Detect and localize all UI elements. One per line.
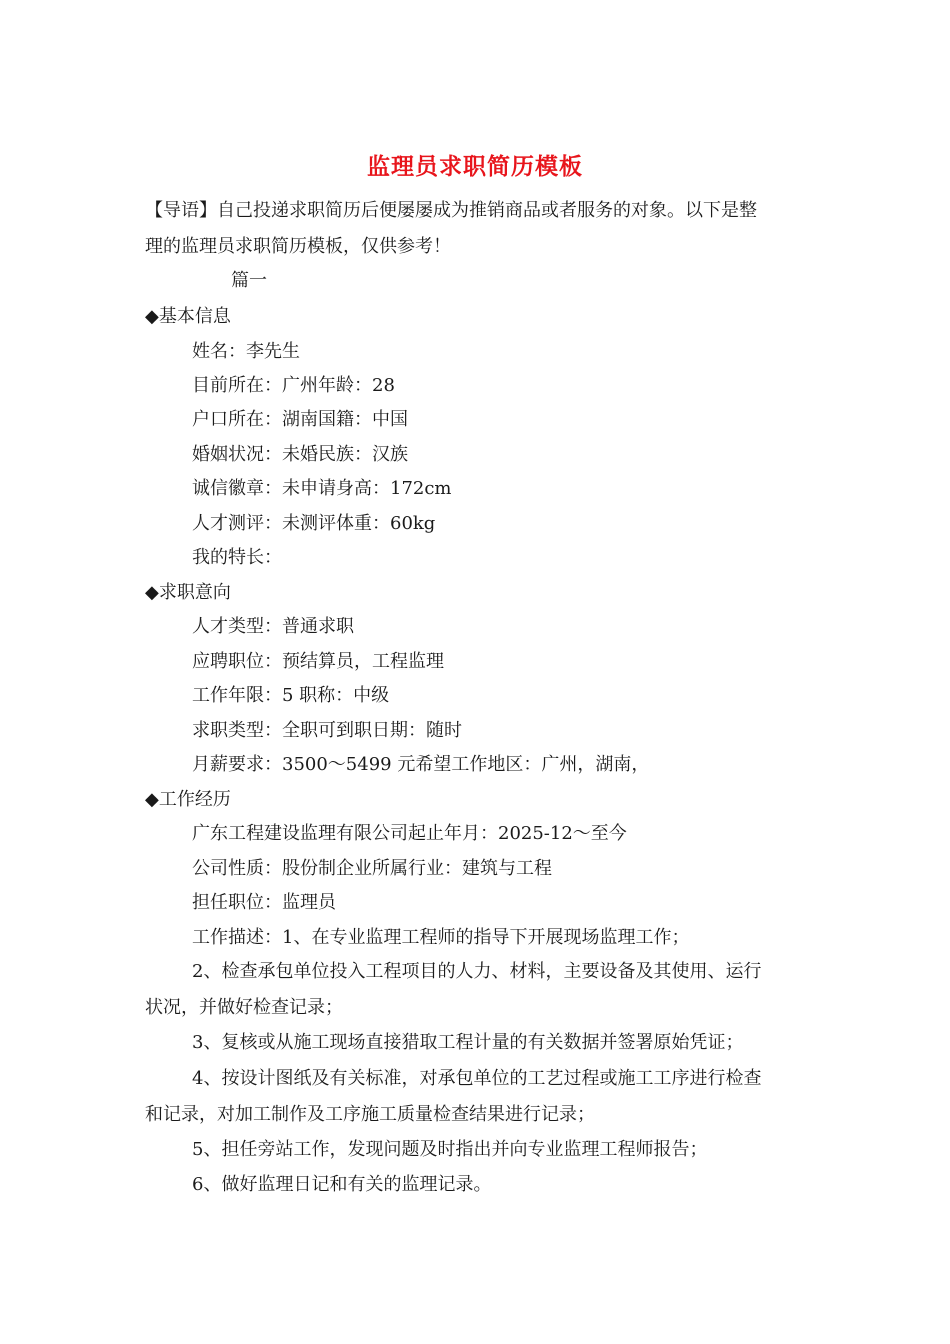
- document-title: 监理员求职简历模板: [367, 153, 583, 180]
- experience-line: 广东工程建设监理有限公司起止年月：2025-12～至今: [192, 823, 627, 844]
- intent-line: 应聘职位：预结算员，工程监理: [192, 651, 444, 672]
- duty-item-continued: 状况，并做好检查记录；: [145, 997, 343, 1018]
- duty-item: 4、按设计图纸及有关标准，对承包单位的工艺过程或施工工序进行检查: [192, 1068, 762, 1089]
- intent-line: 人才类型：普通求职: [192, 616, 354, 637]
- basic-line: 目前所在：广州年龄：28: [192, 375, 395, 396]
- duty-item: 2、检查承包单位投入工程项目的人力、材料，主要设备及其使用、运行: [192, 961, 762, 982]
- section-heading-experience: ◆工作经历: [145, 789, 231, 810]
- basic-line: 我的特长：: [192, 547, 282, 568]
- intent-line: 月薪要求：3500～5499 元希望工作地区：广州，湖南，: [192, 754, 650, 775]
- experience-line: 担任职位：监理员: [192, 892, 336, 913]
- intro-line-2: 理的监理员求职简历模板，仅供参考！: [145, 236, 451, 257]
- basic-line: 婚姻状况：未婚民族：汉族: [192, 444, 408, 465]
- section-heading-intent: ◆求职意向: [145, 582, 231, 603]
- duty-item: 3、复核或从施工现场直接猎取工程计量的有关数据并签署原始凭证；: [192, 1032, 744, 1053]
- duty-item-continued: 和记录，对加工制作及工序施工质量检查结果进行记录；: [145, 1104, 595, 1125]
- experience-line: 工作描述：1、在专业监理工程师的指导下开展现场监理工作；: [192, 927, 690, 948]
- intent-line: 工作年限：5 职称：中级: [192, 685, 390, 706]
- duty-item: 5、担任旁站工作，发现问题及时指出并向专业监理工程师报告；: [192, 1139, 708, 1160]
- section-heading-basic: ◆基本信息: [145, 306, 231, 327]
- basic-line: 户口所在：湖南国籍：中国: [192, 409, 408, 430]
- duty-item: 6、做好监理日记和有关的监理记录。: [192, 1174, 492, 1195]
- basic-line: 诚信徽章：未申请身高：172cm: [192, 478, 452, 499]
- basic-line: 人才测评：未测评体重：60kg: [192, 513, 436, 534]
- basic-line: 姓名：李先生: [192, 341, 300, 362]
- intent-line: 求职类型：全职可到职日期：随时: [192, 720, 462, 741]
- part-label: 篇一: [231, 270, 267, 291]
- experience-line: 公司性质：股份制企业所属行业：建筑与工程: [192, 858, 552, 879]
- intro-line-1: 【导语】自己投递求职简历后便屡屡成为推销商品或者服务的对象。以下是整: [145, 200, 757, 221]
